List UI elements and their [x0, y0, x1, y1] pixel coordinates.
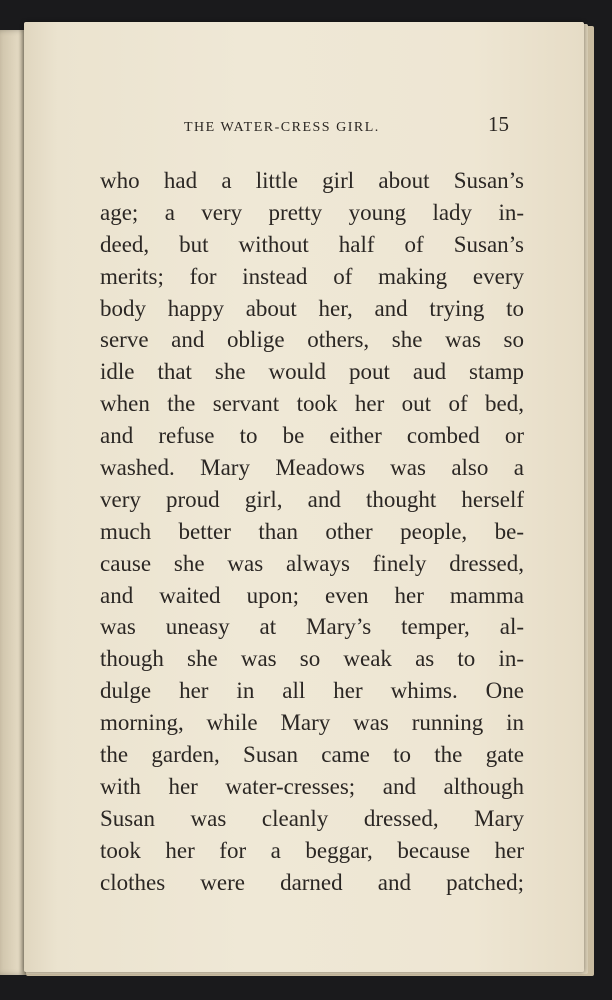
text-line: washed. Mary Meadows was also a	[100, 455, 524, 481]
text-line: body happy about her, and trying to	[100, 295, 524, 321]
body-text	[100, 165, 524, 898]
text-line: when the servant took her out of bed,	[100, 391, 524, 417]
text-line: the garden, Susan came to the gate	[100, 742, 524, 768]
text-line: deed, but without half of Susan’s	[100, 231, 524, 257]
text-line: morning, while Mary was running in	[100, 710, 524, 736]
text-line: dulge her in all her whims. One	[100, 678, 524, 704]
text-line: clothes were darned and patched;	[100, 869, 524, 895]
text-line: with her water-cresses; and although	[100, 773, 524, 799]
text-line: though she was so weak as to in-	[100, 646, 524, 672]
text-line: and waited upon; even her mamma	[100, 582, 524, 608]
text-line: took her for a beggar, because her	[100, 837, 524, 863]
running-head-title: THE WATER-CRESS GIRL.	[184, 120, 380, 135]
text-line: serve and oblige others, she was so	[100, 327, 524, 353]
text-line: much better than other people, be-	[100, 518, 524, 544]
text-line: cause she was always finely dressed,	[100, 550, 524, 576]
text-line: Susan was cleanly dressed, Mary	[100, 805, 524, 831]
text-line: who had a little girl about Susan’s	[100, 168, 524, 193]
book-page	[24, 22, 584, 972]
running-head	[24, 112, 584, 148]
page-number: 15	[488, 112, 509, 136]
text-line: was uneasy at Mary’s temper, al-	[100, 614, 524, 640]
text-line: idle that she would pout aud stamp	[100, 359, 524, 385]
text-line: age; a very pretty young lady in-	[100, 199, 524, 225]
text-line: merits; for instead of making every	[100, 263, 524, 289]
text-line: very proud girl, and thought herself	[100, 486, 524, 512]
text-line: and refuse to be either combed or	[100, 423, 524, 449]
left-page-edge	[0, 30, 26, 975]
